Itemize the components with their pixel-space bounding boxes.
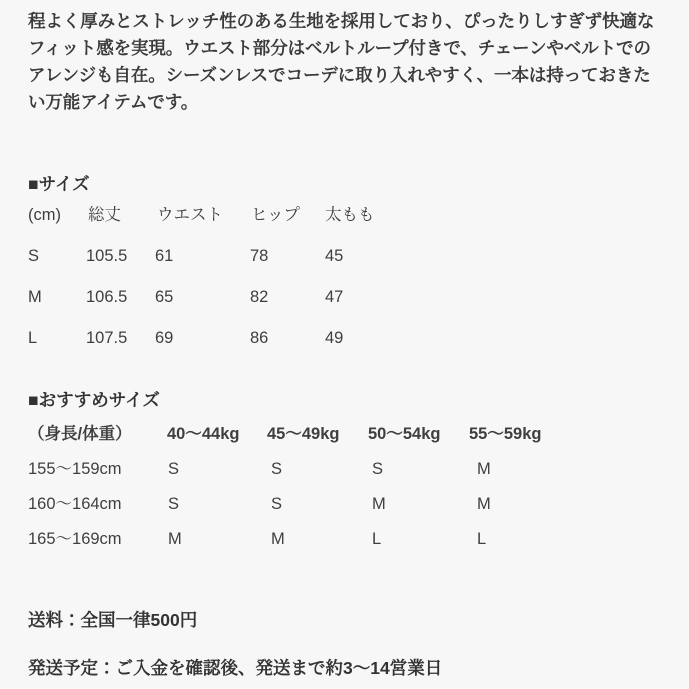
size-col-header-waist: ウエスト (157, 206, 223, 224)
recommend-col-header-weight-2: 45〜49kg (267, 425, 340, 443)
recommend-cell-height: 165〜169cm (28, 530, 122, 548)
recommend-cell-size: S (372, 460, 384, 478)
size-cell-length: 105.5 (86, 247, 128, 265)
size-table-row (0, 287, 689, 328)
size-table-header-row (0, 205, 689, 246)
recommend-cell-size: S (271, 495, 283, 513)
recommend-cell-size: L (372, 530, 382, 548)
size-cell-length: 106.5 (86, 288, 128, 306)
recommend-cell-size: L (477, 530, 487, 548)
recommend-col-header-body: （身長/体重） (28, 425, 132, 443)
recommend-table-row (0, 494, 689, 529)
recommend-table-row (0, 529, 689, 564)
size-col-header-length: 総丈 (88, 206, 121, 224)
size-table-scroll-clip (0, 205, 689, 346)
recommend-cell-size: S (271, 460, 283, 478)
shipping-eta-text: 発送予定：ご入金を確認後、発送まで約3〜14営業日 (28, 658, 443, 678)
recommend-cell-size: S (168, 460, 180, 478)
size-table-row (0, 246, 689, 287)
size-col-header-unit: (cm) (28, 206, 61, 224)
recommend-cell-size: M (372, 495, 386, 513)
recommend-cell-height: 160〜164cm (28, 495, 122, 513)
recommend-table-row (0, 459, 689, 494)
size-cell-hip: 78 (250, 247, 269, 265)
size-cell-label: L (28, 329, 38, 346)
size-cell-label: S (28, 247, 40, 265)
size-cell-label: M (28, 288, 42, 306)
recommend-col-header-weight-3: 50〜54kg (368, 425, 441, 443)
product-description-text: 程よく厚みとストレッチ性のある生地を採用しており、ぴったりしすぎず快適なフィット感を実現。ウエスト部分はベルトループ付きで、チェーンやベルトでのアレンジも自在。シーズンレスでコーデに取り入れやすく、一本は持っておきたい万能アイテムです。 (28, 11, 655, 112)
recommend-section-heading: ■おすすめサイズ (28, 390, 160, 410)
size-cell-hip: 86 (250, 329, 269, 346)
size-col-header-hip: ヒップ (251, 206, 301, 224)
recommend-col-header-weight-1: 40〜44kg (167, 425, 240, 443)
shipping-fee-text: 送料：全国一律500円 (28, 610, 198, 630)
recommend-cell-size: M (477, 460, 491, 478)
size-table (0, 205, 689, 346)
recommended-size-table (0, 424, 689, 564)
size-cell-waist: 61 (155, 247, 174, 265)
size-cell-hip: 82 (250, 288, 269, 306)
size-cell-waist: 69 (155, 329, 174, 346)
size-cell-thigh: 49 (325, 329, 344, 346)
size-section-heading: ■サイズ (28, 174, 90, 194)
recommend-cell-size: M (168, 530, 182, 548)
recommend-cell-size: M (477, 495, 491, 513)
size-col-header-thigh: 太もも (325, 206, 375, 224)
size-cell-waist: 65 (155, 288, 174, 306)
recommend-cell-size: M (271, 530, 285, 548)
size-cell-thigh: 47 (325, 288, 344, 306)
recommend-table-header-row (0, 424, 689, 459)
recommend-cell-height: 155〜159cm (28, 460, 122, 478)
recommend-col-header-weight-4: 55〜59kg (469, 425, 542, 443)
recommend-cell-size: S (168, 495, 180, 513)
size-cell-thigh: 45 (325, 247, 344, 265)
size-table-row (0, 328, 689, 346)
size-cell-length: 107.5 (86, 329, 128, 346)
